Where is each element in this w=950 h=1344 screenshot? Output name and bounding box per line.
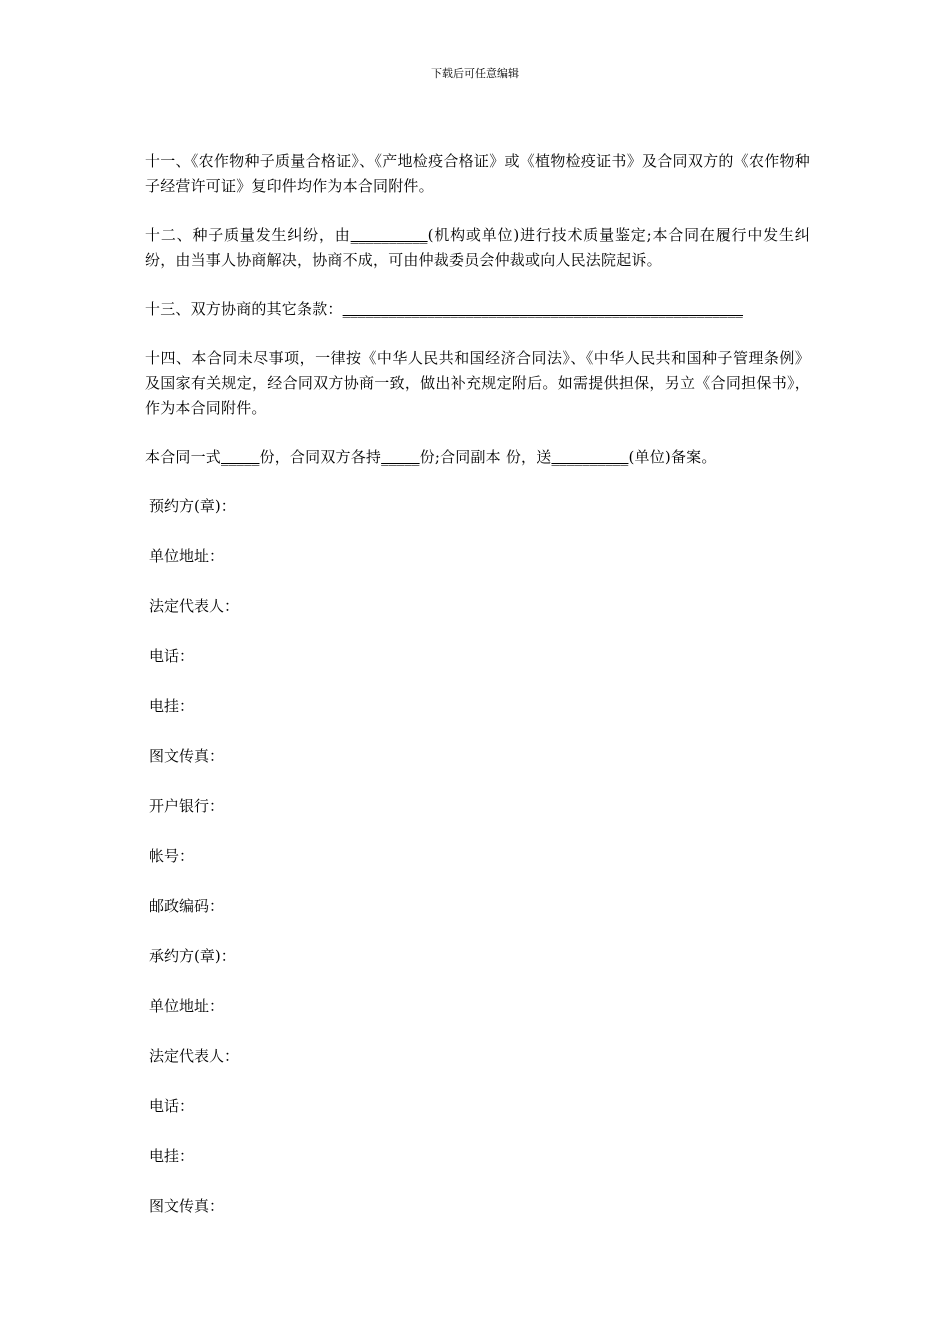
party-a-phone-label: 电话： bbox=[149, 647, 195, 665]
party-a-postcode-label: 邮政编码： bbox=[149, 897, 225, 915]
party-b-fax-label: 图文传真： bbox=[149, 1197, 225, 1215]
party-b-cable-label: 电挂： bbox=[149, 1147, 195, 1165]
party-a-account-label: 帐号： bbox=[149, 847, 195, 865]
copies-blank-3: __________ bbox=[551, 448, 629, 466]
clause-11 bbox=[145, 149, 810, 199]
copies-blank-2: _____ bbox=[381, 448, 420, 466]
clause-11-text: 十一、《农作物种子质量合格证》、《产地检疫合格证》或《植物检疫证书》及合同双方的《农作物种子经营许可证》复印件均作为本合同附件。 bbox=[145, 152, 810, 195]
contract-body bbox=[145, 149, 810, 1244]
copies-text-3: 份;合同副本 份，送 bbox=[419, 448, 552, 466]
party-b-phone-label: 电话： bbox=[149, 1097, 195, 1115]
page-header: 下载后可任意编辑 bbox=[431, 67, 519, 80]
party-a-rep-label: 法定代表人： bbox=[149, 597, 240, 615]
party-b-name-label: 承约方(章)： bbox=[149, 947, 236, 965]
clause-14 bbox=[145, 346, 810, 421]
copies-text-4: (单位)备案。 bbox=[628, 448, 717, 466]
party-a-block bbox=[145, 494, 810, 919]
party-b-address-label: 单位地址： bbox=[149, 997, 225, 1015]
clause-12 bbox=[145, 223, 810, 273]
party-b-rep-label: 法定代表人： bbox=[149, 1047, 240, 1065]
copies-clause bbox=[145, 445, 810, 470]
copies-text-1: 本合同一式 bbox=[145, 448, 222, 466]
party-b-block bbox=[145, 944, 810, 1219]
party-a-address-label: 单位地址： bbox=[149, 547, 225, 565]
clause-14-text: 十四、本合同未尽事项，一律按《中华人民共和国经济合同法》、《中华人民共和国种子管理条例》及国家有关规定，经合同双方协商一致，做出补充规定附后。如需提供担保，另立《合同担保书》，作为本合同附件。 bbox=[145, 349, 810, 417]
clause-13 bbox=[145, 297, 810, 322]
party-a-name-label: 预约方(章)： bbox=[149, 497, 236, 515]
clause-12-text-before: 十二、种子质量发生纠纷，由 bbox=[145, 226, 351, 244]
clause-12-text-after: (机构或单位)进行技术质量鉴定;本合同在履行中发生纠纷，由当事人协商解决，协商不成，可由仲裁委员会仲裁或向人民法院起诉。 bbox=[145, 226, 810, 269]
party-a-cable-label: 电挂： bbox=[149, 697, 195, 715]
party-a-fax-label: 图文传真： bbox=[149, 747, 225, 765]
clause-12-blank: __________ bbox=[350, 226, 428, 244]
copies-text-2: 份，合同双方各持 bbox=[259, 448, 382, 466]
party-a-bank-label: 开户银行： bbox=[149, 797, 225, 815]
clause-13-blank: ____________________________________________________ bbox=[342, 300, 744, 318]
clause-13-text: 十三、双方协商的其它条款： bbox=[145, 300, 343, 318]
copies-blank-1: _____ bbox=[221, 448, 260, 466]
